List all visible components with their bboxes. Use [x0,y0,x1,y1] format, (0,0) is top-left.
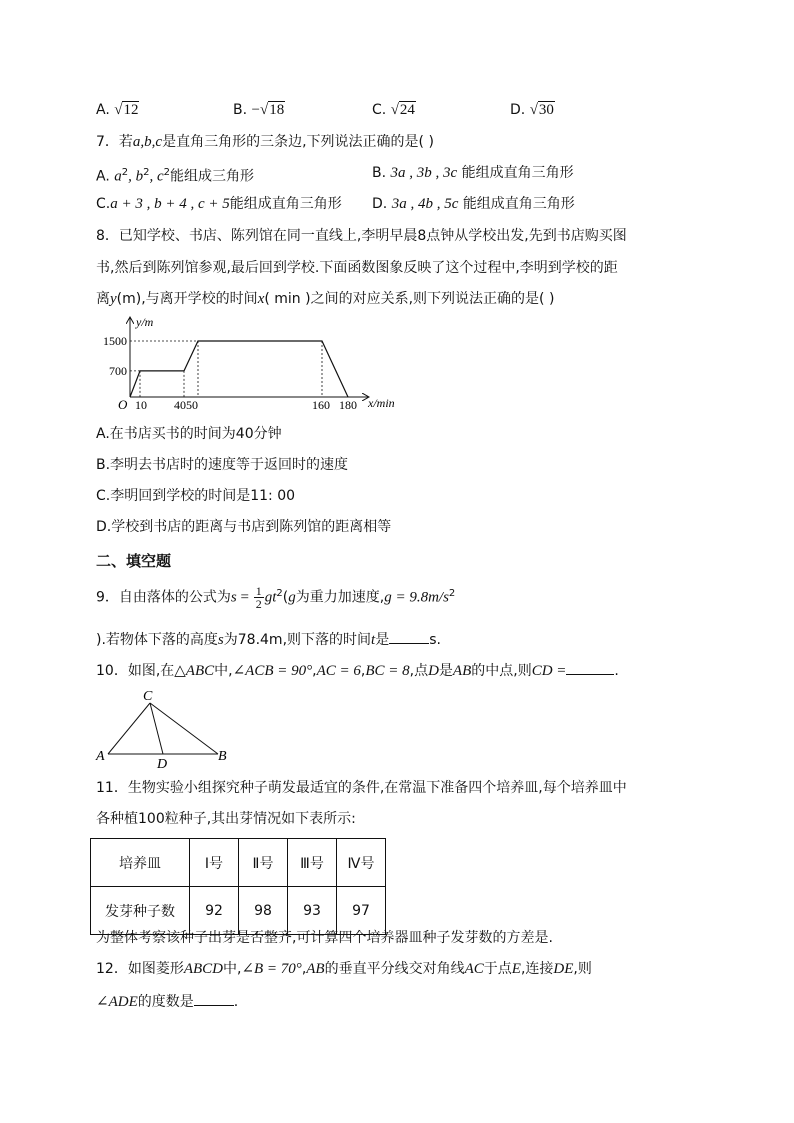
table-header-cell: Ⅲ号 [288,839,337,887]
q12-answer-blank[interactable] [194,991,234,1006]
vertex-b-label: B [218,749,227,764]
q8-option-d: D.学校到书店的距离与书店到陈列馆的距离相等 [96,519,392,535]
point-d-label: D [157,757,168,770]
table-header-cell: Ⅳ号 [337,839,386,887]
q7-option-c: C.a + 3 , b + 4 , c + 5能组成直角三角形 [96,196,342,212]
y-axis-label: y/m [136,315,154,329]
table-header-cell: Ⅱ号 [239,839,288,887]
q11-line-3: 为整体考察该种子出芽是否整齐,可计算四个培养器皿种子发芽数的方差是. [96,930,553,946]
q8-line-2: 书,然后到陈列馆参观,最后回到学校.下面函数图象反映了这个过程中,李明到学校的距 [96,260,618,276]
distance-time-chart [90,312,420,416]
section-title: 二、填空题 [96,552,172,570]
q8-line-3: 离y(m),与离开学校的时间x( min )之间的对应关系,则下列说法正确的是( ) [96,291,555,307]
q6-option-b: B. −√18 [233,102,285,118]
x-axis-label: x/min [368,396,395,410]
q6-option-d: D. √30 [510,102,554,118]
triangle-figure [94,686,244,770]
q7-option-a: A. $a^2$, $b^2$, $c^2$能组成三角形 [96,167,255,185]
q11-line-2: 各种植100粒种子,其出芽情况如下表所示: [96,811,356,827]
q6-option-a: A. √12 [96,102,139,118]
y-tick-label: 700 [109,363,127,378]
q9-line-1: 9．自由落体的公式为s = $\frac{1}{2}$ $gt^2(g$为重力加速度$,g = 9.8m/s^2$ [96,584,456,612]
q10-answer-blank[interactable] [566,660,614,675]
q10-stem: 10．如图,在△ABC中,∠ACB = 90°,AC = 6,BC = 8,点D是AB的中点,则CD = . [96,660,619,681]
table-header-cell: Ⅰ号 [190,839,239,887]
q12-line-2: ∠ADE的度数是 . [96,991,238,1012]
q7-option-d: D. 3a , 4b , 5c 能组成直角三角形 [372,196,575,212]
table-cell: 92 [190,887,239,935]
x-tick-label: 10 [135,398,147,412]
origin-label: O [118,397,128,412]
q8-line-1: 8．已知学校、书店、陈列馆在同一直线上,李明早晨8点钟从学校出发,先到书店购买图 [96,228,627,244]
series-line [130,341,348,397]
vertex-a-label: A [96,749,105,764]
x-tick-label: 160 [312,398,330,412]
table-row-label: 发芽种子数 [91,887,190,935]
x-tick-label: 180 [339,398,357,412]
q7-option-b: B. 3a , 3b , 3c 能组成直角三角形 [372,165,574,181]
q8-option-a: A.在书店买书的时间为40分钟 [96,426,282,442]
table-cell: 98 [239,887,288,935]
table-cell: 93 [288,887,337,935]
x-tick-label: 4050 [174,398,198,412]
q6-option-c: C. √24 [372,102,415,118]
q8-option-c: C.李明回到学校的时间是11: 00 [96,488,296,504]
q11-line-1: 11．生物实验小组探究种子萌发最适宜的条件,在常温下准备四个培养皿,每个培养皿中 [96,780,627,796]
table-cell: 97 [337,887,386,935]
q9-line-2: ).若物体下落的高度s为78.4m,则下落的时间t是 s. [96,629,441,650]
germination-table [90,838,386,935]
table-header-cell: 培养皿 [91,839,190,887]
table-header-row [91,839,386,887]
y-tick-label: 1500 [103,334,127,348]
q7-stem: 7．若a,b,c是直角三角形的三条边,下列说法正确的是( ) [96,134,434,150]
vertex-c-label: C [143,689,153,704]
q12-line-1: 12．如图菱形ABCD中,∠B = 70°,AB的垂直平分线交对角线AC于点E,连接DE,则 [96,961,592,977]
q9-answer-blank[interactable] [389,629,429,644]
q8-option-b: B.李明去书店时的速度等于返回时的速度 [96,457,349,473]
